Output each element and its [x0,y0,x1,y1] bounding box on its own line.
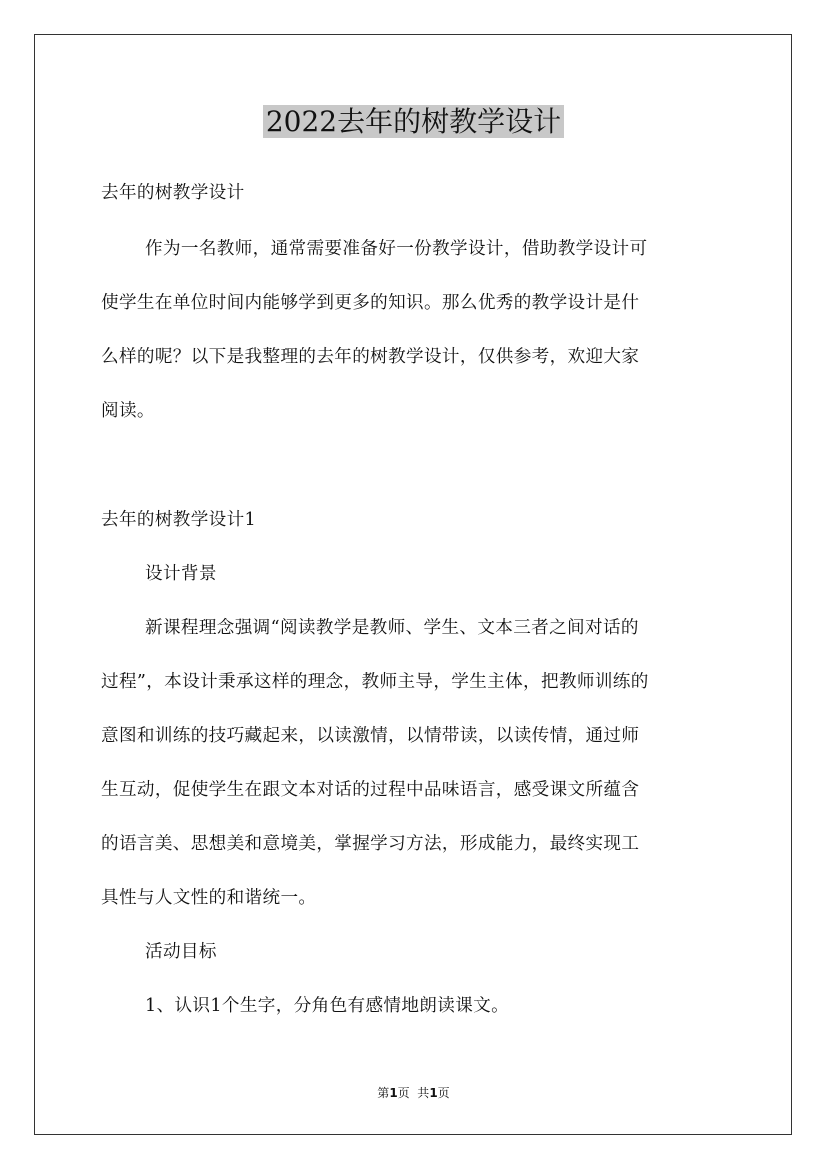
background-line-1: 新课程理念强调“阅读教学是教师、学生、文本三者之间对话的 [145,618,639,638]
footer-prefix: 第 [377,1086,390,1100]
background-line-2: 过程”，本设计秉承这样的理念，教师主导，学生主体，把教师训练的 [101,672,649,692]
background-line-5: 的语言美、思想美和意境美，掌握学习方法，形成能力，最终实现工 [101,834,640,854]
intro-line-3: 么样的呢？以下是我整理的去年的树教学设计，仅供参考，欢迎大家 [101,347,640,367]
background-line-4: 生互动，促使学生在跟文本对话的过程中品味语言，感受课文所蕴含 [101,780,640,800]
goals-heading: 活动目标 [145,942,217,962]
footer-suffix: 页 [437,1086,450,1100]
footer-page-total: 1 [429,1086,438,1100]
background-heading: 设计背景 [145,564,217,584]
page-footer [0,1084,827,1101]
section-heading: 去年的树教学设计1 [101,510,257,530]
intro-line-4: 阅读。 [101,401,155,421]
background-line-6: 具性与人文性的和谐统一。 [101,888,317,908]
subtitle: 去年的树教学设计 [101,183,245,203]
intro-line-1: 作为一名教师，通常需要准备好一份教学设计，借助教学设计可 [145,239,648,259]
intro-line-2: 使学生在单位时间内能够学到更多的知识。那么优秀的教学设计是什 [101,293,640,313]
document-title [0,100,827,144]
background-line-3: 意图和训练的技巧藏起来，以读激情，以情带读，以读传情，通过师 [101,726,640,746]
footer-mid: 页 共 [397,1086,430,1100]
footer-page-current: 1 [389,1086,398,1100]
goal-item-1: 1、认识1个生字，分角色有感情地朗读课文。 [145,996,510,1016]
document-title-text: 2022去年的树教学设计 [263,105,564,138]
